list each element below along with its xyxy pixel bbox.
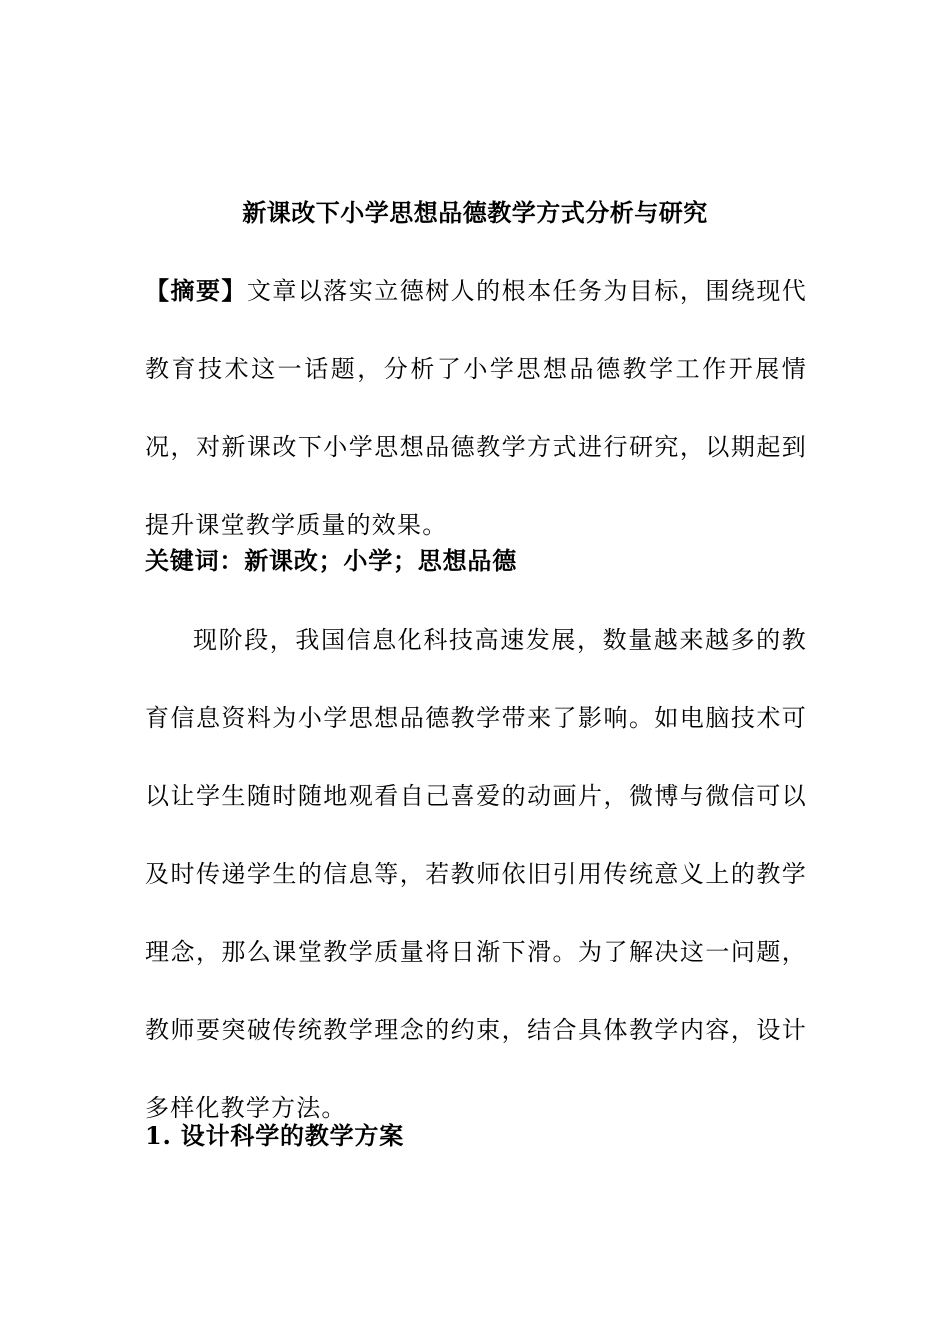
body-paragraph-1: 现阶段，我国信息化科技高速发展，数量越来越多的教育信息资料为小学思想品德教学带来了影响。如电脑技术可以让学生随时随地观看自己喜爱的动画片，微博与微信可以及时传递学生的信息等，若教师依旧引用传统意义上的教学理念，那么课堂教学质量将日渐下滑。为了解决这一问题，教师要突破传统教学理念的约束，结合具体教学内容，设计多样化教学方法。 — [145, 626, 807, 1122]
abstract-label: 【摘要】 — [145, 276, 247, 305]
abstract-text: 文章以落实立德树人的根本任务为目标，围绕现代教育技术这一话题，分析了小学思想品德教学工作开展情况，对新课改下小学思想品德教学方式进行研究，以期起到提升课堂教学质量的效果。 — [145, 277, 807, 539]
abstract-paragraph — [145, 252, 807, 564]
section-heading-1: 1. 设计科学的教学方案 — [145, 1121, 405, 1150]
keywords-line: 关键词：新课改；小学；思想品德 — [145, 546, 517, 575]
document-title: 新课改下小学思想品德教学方式分析与研究 — [242, 198, 708, 227]
